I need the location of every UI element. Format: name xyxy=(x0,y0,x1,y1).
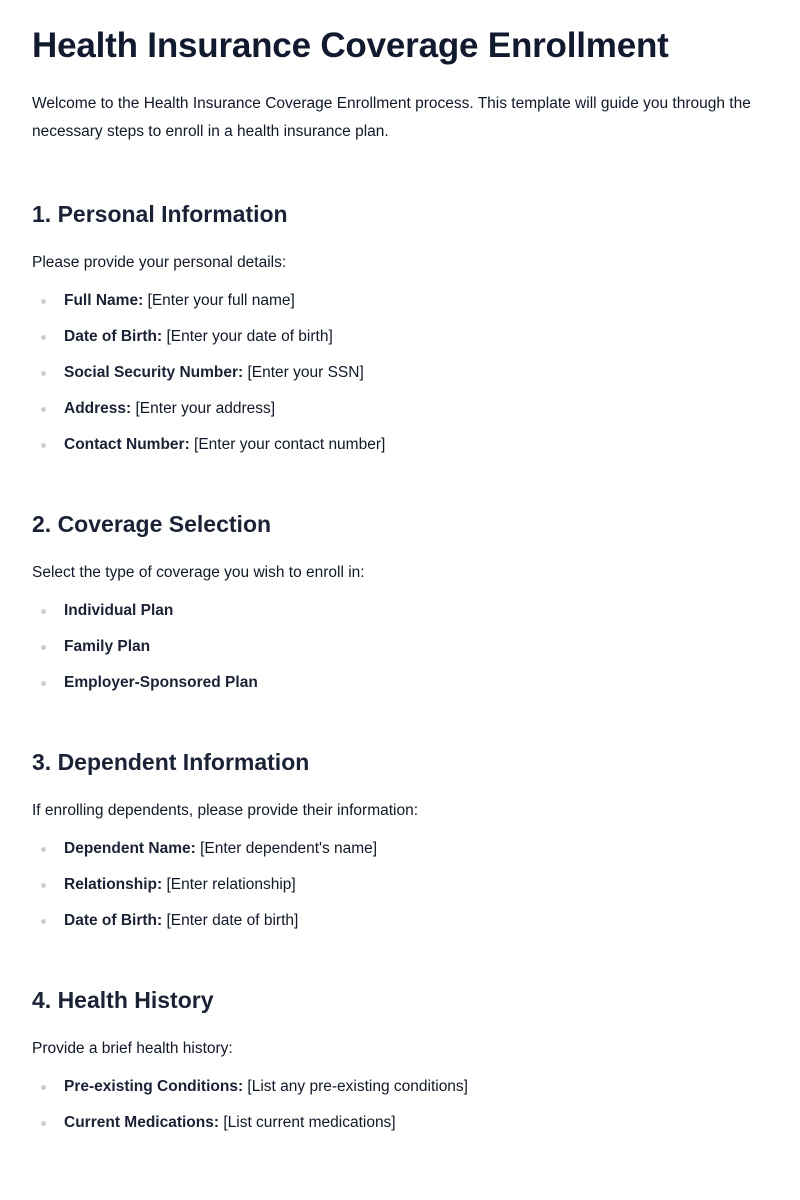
field-list xyxy=(32,290,768,456)
field-placeholder: [Enter your address] xyxy=(131,400,276,417)
option-label: Family Plan xyxy=(64,638,151,655)
field-label: Dependent Name: xyxy=(64,840,196,857)
section-description: Select the type of coverage you wish to enroll in: xyxy=(32,564,365,581)
list-item-dependent-name xyxy=(32,838,768,860)
field-label: Address: xyxy=(64,400,132,417)
option-label: Employer-Sponsored Plan xyxy=(64,674,258,691)
field-placeholder: [Enter dependent's name] xyxy=(195,840,378,857)
field-label: Current Medications: xyxy=(64,1114,220,1131)
field-label: Contact Number: xyxy=(64,436,190,453)
field-placeholder: [Enter your date of birth] xyxy=(162,328,333,345)
list-item-address xyxy=(32,398,768,420)
section-heading: 4. Health History xyxy=(32,987,214,1013)
section-heading: 2. Coverage Selection xyxy=(32,511,272,537)
field-placeholder: [Enter date of birth] xyxy=(162,912,299,929)
field-list xyxy=(32,838,768,932)
list-item-contact-number xyxy=(32,434,768,456)
field-label: Date of Birth: xyxy=(64,912,163,929)
list-item-individual-plan xyxy=(32,600,768,622)
field-label: Relationship: xyxy=(64,876,163,893)
list-item-full-name xyxy=(32,290,768,312)
field-placeholder: [Enter your contact number] xyxy=(189,436,386,453)
list-item-date-of-birth xyxy=(32,326,768,348)
section-description: Provide a brief health history: xyxy=(32,1040,233,1057)
section-health-history xyxy=(32,984,768,1134)
section-dependent-information xyxy=(32,746,768,932)
section-description: If enrolling dependents, please provide their information: xyxy=(32,802,419,819)
list-item-ssn xyxy=(32,362,768,384)
list-item-employer-sponsored-plan xyxy=(32,672,768,694)
section-description: Please provide your personal details: xyxy=(32,254,287,271)
section-personal-information xyxy=(32,198,768,456)
list-item-pre-existing-conditions xyxy=(32,1076,768,1098)
coverage-option-list xyxy=(32,600,768,694)
intro-paragraph: Welcome to the Health Insurance Coverage Enrollment process. This template will guide you through the necessary steps to enroll in a health insurance plan. xyxy=(32,95,751,140)
section-coverage-selection xyxy=(32,508,768,694)
field-placeholder: [Enter your full name] xyxy=(143,292,295,309)
field-label: Date of Birth: xyxy=(64,328,163,345)
page-title: Health Insurance Coverage Enrollment xyxy=(32,26,669,65)
field-list xyxy=(32,1076,768,1134)
option-label: Individual Plan xyxy=(64,602,174,619)
list-item-dependent-date-of-birth xyxy=(32,910,768,932)
field-placeholder: [Enter your SSN] xyxy=(243,364,364,381)
list-item-family-plan xyxy=(32,636,768,658)
field-placeholder: [List current medications] xyxy=(219,1114,396,1131)
list-item-relationship xyxy=(32,874,768,896)
field-placeholder: [List any pre-existing conditions] xyxy=(243,1078,468,1095)
section-heading: 1. Personal Information xyxy=(32,201,288,227)
list-item-current-medications xyxy=(32,1112,768,1134)
field-label: Full Name: xyxy=(64,292,144,309)
field-label: Social Security Number: xyxy=(64,364,244,381)
field-placeholder: [Enter relationship] xyxy=(162,876,296,893)
section-heading: 3. Dependent Information xyxy=(32,749,310,775)
field-label: Pre-existing Conditions: xyxy=(64,1078,244,1095)
